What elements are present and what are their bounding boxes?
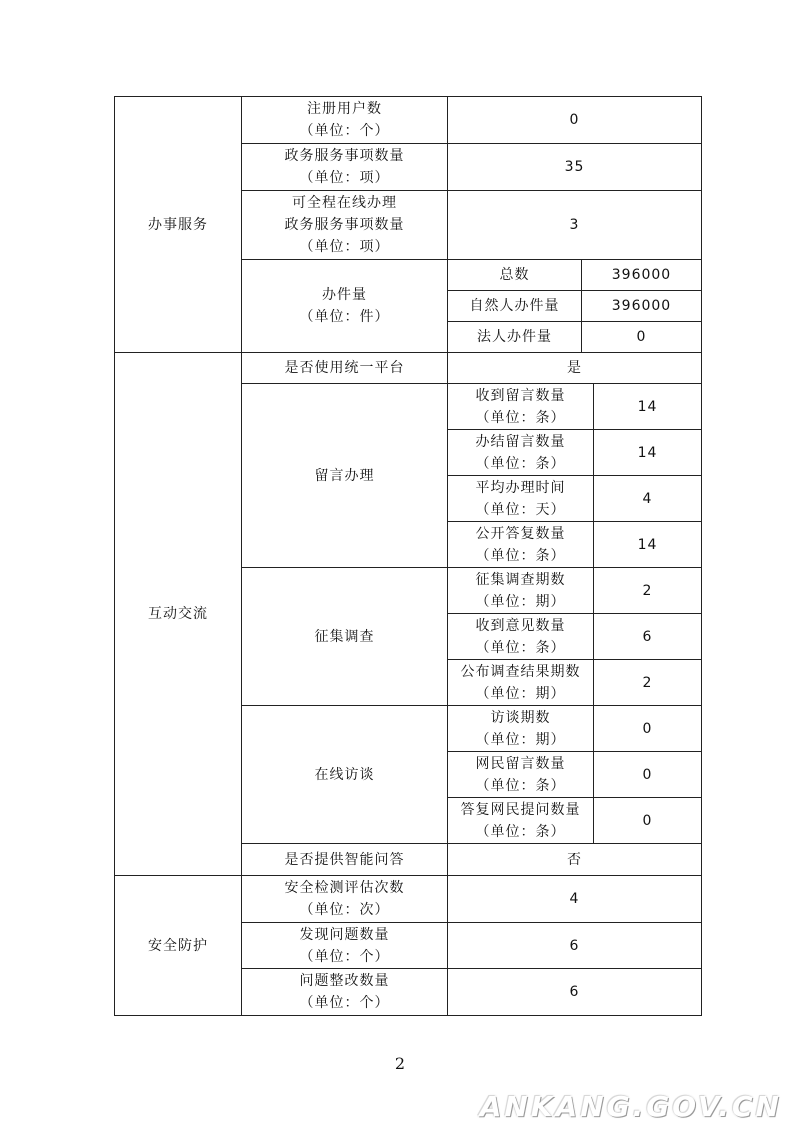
interview-replies-value: 0 [594,798,702,844]
page-number: 2 [394,1054,406,1073]
msg-received-value: 14 [594,384,702,430]
table-row [115,97,702,144]
handle-natural-label: 自然人办件量 [448,291,582,322]
handle-total-label: 总数 [448,260,582,291]
metric-reg-users-label: 注册用户数 （单位：个） [242,97,448,144]
site-watermark: ANKANG.GOV.CN [479,1090,782,1123]
metric-items-value: 35 [448,144,702,191]
category-interact: 互动交流 [115,353,242,876]
smart-qa-value: 否 [448,844,702,876]
sec-fixed-value: 6 [448,969,702,1016]
handle-legal-label: 法人办件量 [448,322,582,353]
survey-opinions-value: 6 [594,614,702,660]
unified-platform-value: 是 [448,353,702,384]
metric-online-items-label: 可全程在线办理 政务服务事项数量 （单位：项） [242,191,448,260]
survey-results-value: 2 [594,660,702,706]
metric-online-items-value: 3 [448,191,702,260]
survey-periods-value: 2 [594,568,702,614]
survey-group-label: 征集调查 [242,568,448,706]
msg-avg-time-value: 4 [594,476,702,522]
interview-periods-label: 访谈期数 （单位：期） [448,706,594,752]
metric-handle-label: 办件量 （单位：件） [242,260,448,353]
handle-natural-value: 396000 [582,291,702,322]
interview-replies-label: 答复网民提问数量 （单位：条） [448,798,594,844]
category-office: 办事服务 [115,97,242,353]
report-table [114,96,702,1016]
interview-periods-value: 0 [594,706,702,752]
interview-netizen-msgs-label: 网民留言数量 （单位：条） [448,752,594,798]
survey-results-label: 公布调查结果期数 （单位：期） [448,660,594,706]
sec-checks-value: 4 [448,876,702,923]
message-group-label: 留言办理 [242,384,448,568]
survey-periods-label: 征集调查期数 （单位：期） [448,568,594,614]
table-row [115,876,702,923]
sec-fixed-label: 问题整改数量 （单位：个） [242,969,448,1016]
sec-found-label: 发现问题数量 （单位：个） [242,923,448,969]
handle-total-value: 396000 [582,260,702,291]
handle-legal-value: 0 [582,322,702,353]
metric-items-label: 政务服务事项数量 （单位：项） [242,144,448,191]
msg-public-reply-label: 公开答复数量 （单位：条） [448,522,594,568]
msg-public-reply-value: 14 [594,522,702,568]
msg-avg-time-label: 平均办理时间 （单位：天） [448,476,594,522]
category-security: 安全防护 [115,876,242,1016]
metric-reg-users-value: 0 [448,97,702,144]
table-row [115,353,702,384]
sec-found-value: 6 [448,923,702,969]
msg-done-label: 办结留言数量 （单位：条） [448,430,594,476]
sec-checks-label: 安全检测评估次数 （单位：次） [242,876,448,923]
interview-netizen-msgs-value: 0 [594,752,702,798]
interview-group-label: 在线访谈 [242,706,448,844]
survey-opinions-label: 收到意见数量 （单位：条） [448,614,594,660]
msg-done-value: 14 [594,430,702,476]
smart-qa-label: 是否提供智能问答 [242,844,448,876]
unified-platform-label: 是否使用统一平台 [242,353,448,384]
msg-received-label: 收到留言数量 （单位：条） [448,384,594,430]
